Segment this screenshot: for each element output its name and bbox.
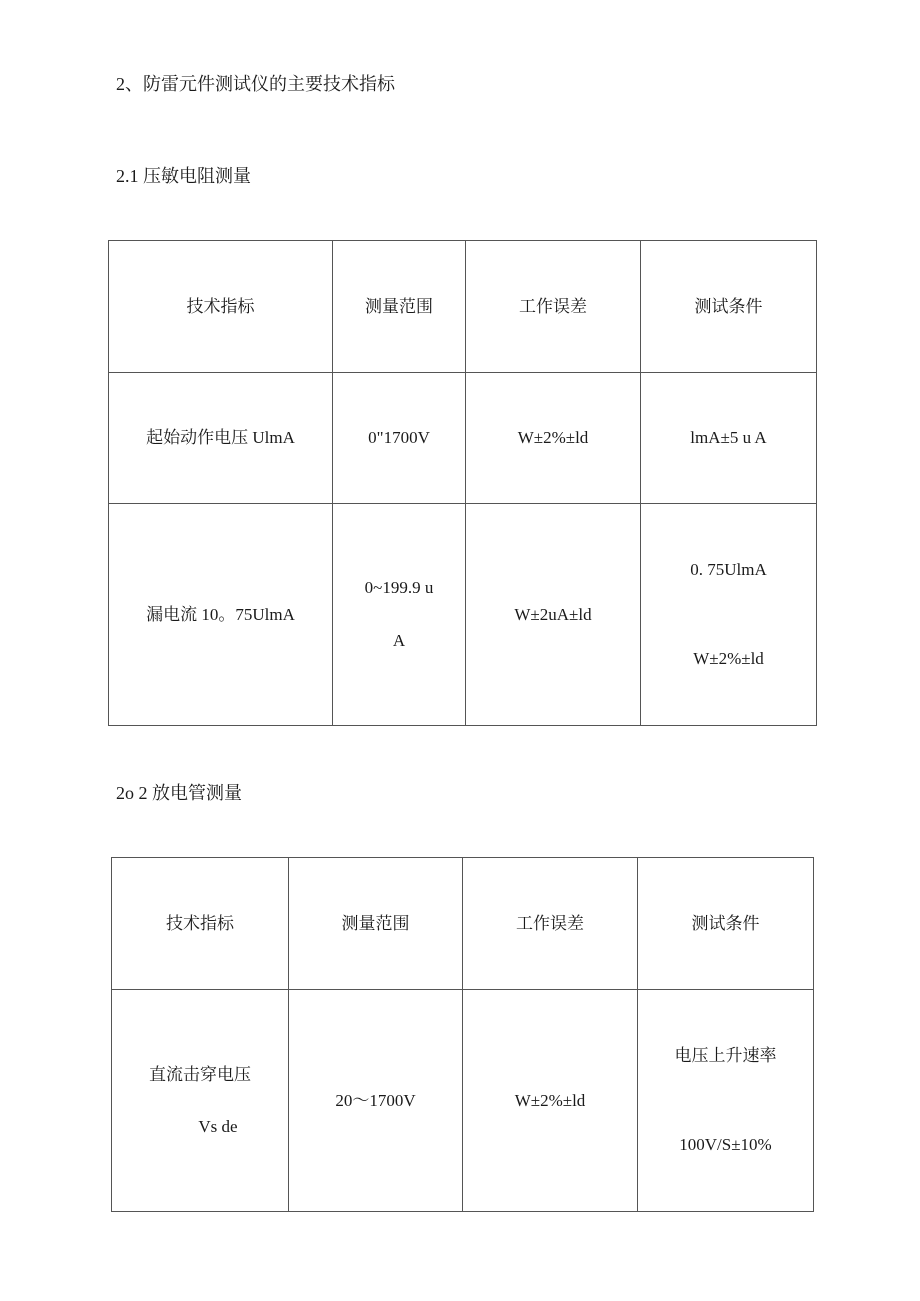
- header-condition: 测试条件: [638, 858, 814, 990]
- section-title: 2、防雷元件测试仪的主要技术指标: [116, 74, 395, 94]
- header-range: 测量范围: [333, 241, 466, 373]
- varistor-section-title: 2.1 压敏电阻测量: [116, 166, 251, 186]
- discharge-tube-section-title: 2o 2 放电管测量: [116, 783, 242, 803]
- cell-indicator: 起始动作电压 UlmA: [109, 373, 333, 504]
- header-indicator: 技术指标: [112, 858, 289, 990]
- header-error: 工作误差: [463, 858, 638, 990]
- cell-range: [333, 504, 466, 726]
- table-header-row: [112, 858, 814, 990]
- cell-error: W±2%±ld: [466, 373, 641, 504]
- header-range: 测量范围: [289, 858, 463, 990]
- cell-condition-line: W±2%±ld: [693, 649, 764, 668]
- cell-error: W±2uA±ld: [466, 504, 641, 726]
- table-row: [109, 504, 817, 726]
- cell-range-line: A: [392, 631, 406, 650]
- cell-range-line: 0~199.9 u: [364, 578, 434, 597]
- table-row: [112, 990, 814, 1212]
- header-indicator: 技术指标: [109, 241, 333, 373]
- discharge-tube-spec-table: [111, 857, 814, 1212]
- cell-range: 20〜1700V: [289, 990, 463, 1212]
- cell-indicator: [112, 990, 289, 1212]
- cell-indicator: 漏电流 10。75UlmA: [109, 504, 333, 726]
- cell-error: W±2%±ld: [463, 990, 638, 1212]
- cell-condition: [641, 504, 817, 726]
- cell-condition-line: 0. 75UlmA: [690, 560, 767, 579]
- cell-condition-line: 电压上升速率: [674, 1046, 777, 1065]
- header-condition: 测试条件: [641, 241, 817, 373]
- header-error: 工作误差: [466, 241, 641, 373]
- cell-condition-line: 100V/S±10%: [679, 1135, 772, 1154]
- cell-range: 0"1700V: [333, 373, 466, 504]
- table-header-row: [109, 241, 817, 373]
- varistor-spec-table: [108, 240, 817, 726]
- table-row: [109, 373, 817, 504]
- cell-condition: lmA±5 u A: [641, 373, 817, 504]
- cell-indicator-line: Vs de: [198, 1116, 238, 1136]
- cell-indicator-line: 直流击穿电压: [149, 1064, 251, 1084]
- cell-condition: [638, 990, 814, 1212]
